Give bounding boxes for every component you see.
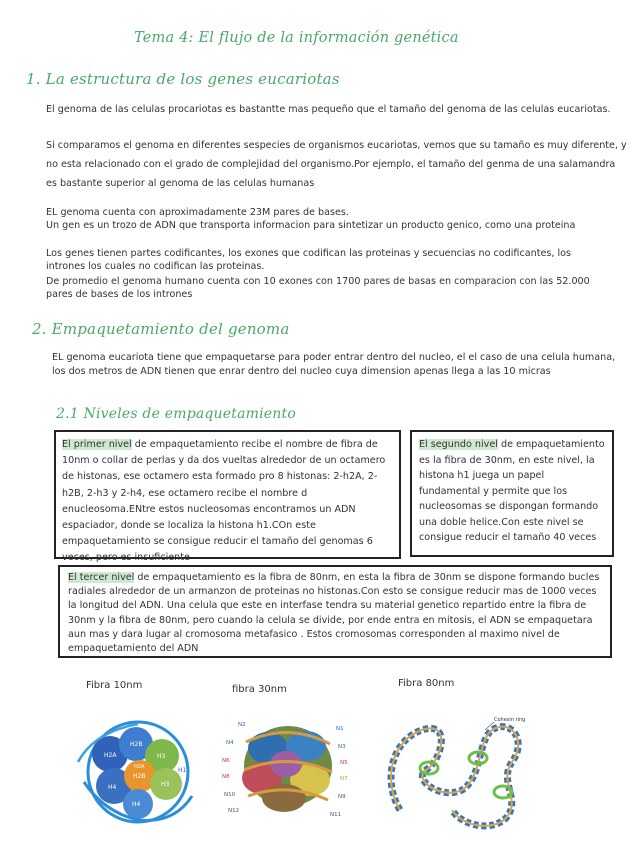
level-1-box: [54, 430, 401, 564]
fig-2-caption: fibra 30nm: [232, 684, 287, 695]
section-2-1-heading: 2.1 Niveles de empaquetamiento: [56, 406, 296, 422]
solenoid-figure: [218, 712, 358, 822]
level-1-label: El primer nivel: [62, 439, 132, 450]
fig-2-label-8: N10: [224, 792, 236, 798]
fig-1-label-6: H4: [132, 801, 141, 808]
level-2-box: [410, 430, 614, 557]
section-1-para-5: Los genes tienen partes codificantes, los exones que codifican las proteinas y secuencias no codificantes, los intrones los cuales no codifican las proteinas.: [46, 248, 571, 272]
level-1-text: [62, 437, 393, 567]
fig-2-label-4: N6: [222, 758, 230, 764]
fig-2-label-5: N5: [340, 760, 348, 766]
section-1-heading: 1. La estructura de los genes eucariotas: [26, 70, 340, 88]
fig-1-label-4: H2B: [133, 773, 146, 780]
nucleosome-figure: [74, 712, 204, 830]
fig-2-label-6: N8: [222, 774, 230, 780]
fig-1-label-3: H4: [108, 784, 117, 791]
fig-1-label-2: H3: [157, 753, 166, 760]
level-2-label: El segundo nivel: [419, 439, 498, 450]
fig-2-label-3: N3: [338, 744, 346, 750]
fig-1-label-1: H2B: [130, 741, 143, 748]
loops-figure: [382, 700, 532, 836]
level-3-label: El tercer nivel: [68, 572, 135, 583]
section-1-para-3: EL genoma cuenta con aproximadamente 23M pares de bases.: [46, 207, 349, 218]
fig-2-label-1: N1: [336, 726, 344, 732]
level-3-box: [58, 565, 612, 658]
section-1-para-2: Si comparamos el genoma en diferentes sespecies de organismos eucariotas, vemos que su tamaño es muy diferente, y no esta relacionado con el grado de complejidad del organismo.Por ejemplo, el tamaño del genma de una salamandra es bastante superior al genoma de las celulas humanas: [46, 140, 627, 189]
page-title: Tema 4: El flujo de la información genética: [134, 30, 459, 46]
section-2-para-1: EL genoma eucariota tiene que empaquetarse para poder entrar dentro del nucleo, el el caso de una celula humana, los dos metros de ADN tienen que enrar dentro del nucleo cuya dimension apenas llega a las 10 micras: [52, 352, 616, 377]
level-2-body: de empaquetamiento es la fibra de 30nm, en este nivel, la histona h1 juega un papel fundamental y permite que los nucleosomas se dispongan formando una doble helice.Con este nivel se consigue reducir el tamaño 40 veces: [419, 439, 605, 543]
fig-3-caption: Fibra 80nm: [398, 678, 455, 689]
fig-2-label-9: N9: [338, 794, 346, 800]
fig-2-label-7: N7: [340, 776, 348, 782]
fig-1-label-8: H1: [178, 767, 187, 774]
section-1-para-4: Un gen es un trozo de ADN que transporta informacion para sintetizar un producto genico, como una proteina: [46, 220, 576, 231]
level-3-body: de empaquetamiento es la fibra de 80nm, en esta la fibra de 30nm se dispone formando bucles radiales alrededor de un armanzon de proteinas no histonas.Con esto se consigue reducir mas de 1000 veces la longitud del ADN. Una celula que este en interfase tendra su material genetico repartido entre la fibra de 30nm y la fibra de 80nm, pero cuando la celula se divide, por ende entra en mitosis, el ADN se empaquetara aun mas y dara lugar al cromosoma metafasico . Estos cromosomas corresponden al maximo nivel de empaquetamiento del ADN: [68, 572, 600, 655]
section-1-para-1: El genoma de las celulas procariotas es bastantte mas pequeño que el tamaño del genoma de las celulas eucariotas.: [46, 104, 611, 115]
section-1-para-6: De promedio el genoma humano cuenta con 10 exones con 1700 pares de basas en comparacion con las 52.000 pares de bases de los intrones: [46, 276, 590, 300]
fig-2-label-11: N11: [330, 812, 342, 818]
cohesin-ring-label: Cohesin ring: [494, 717, 526, 723]
fig-2-label-0: N2: [238, 722, 246, 728]
fig-1-label-7: H2A: [134, 764, 145, 770]
fig-2-label-10: N12: [228, 808, 240, 814]
level-3-text: [68, 571, 602, 656]
section-2-heading: 2. Empaquetamiento del genoma: [32, 320, 290, 338]
fig-2-label-2: N4: [226, 740, 234, 746]
fig-1-label-0: H2A: [104, 752, 117, 759]
level-1-body: de empaquetamiento recibe el nombre de fibra de 10nm o collar de perlas y da dos vueltas alrededor de un octamero de histonas, ese octamero esta formado pro 8 histonas: 2-h2A, 2-h2B, 2-h3 y 2-h4, ese octamero recibe el nombre d enucleosoma.ENtre estos nucleosomas encontramos un ADN espaciador, donde se localiza la histona h1.COn este empaquetamiento se consigue reducir el tamaño del genomas 6 veces, pero es insuficiente: [62, 439, 386, 564]
fig-1-label-5: H3: [161, 781, 170, 788]
level-2-text: [419, 437, 605, 546]
fig-1-caption: Fibra 10nm: [86, 680, 143, 691]
